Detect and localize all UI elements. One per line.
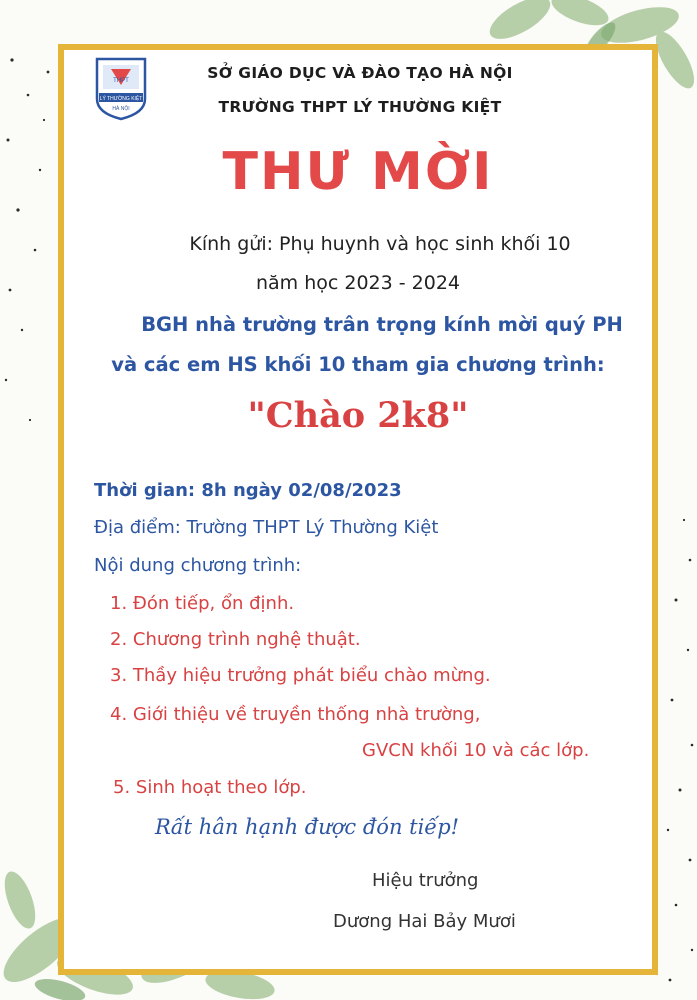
svg-text:THPT: THPT xyxy=(113,78,129,84)
program-item-continuation: GVCN khối 10 và các lớp. xyxy=(362,740,590,761)
program-item: 5. Sinh hoạt theo lớp. xyxy=(113,777,307,798)
signature-name: Dương Hai Bảy Mươi xyxy=(333,911,516,932)
event-place: Địa điểm: Trường THPT Lý Thường Kiệt xyxy=(94,517,439,538)
department-name: SỞ GIÁO DỤC VÀ ĐÀO TẠO HÀ NỘI xyxy=(207,64,513,82)
svg-text:HÀ NỘI: HÀ NỘI xyxy=(112,106,130,112)
event-name: "Chào 2k8" xyxy=(247,395,469,436)
event-time: Thời gian: 8h ngày 02/08/2023 xyxy=(94,480,402,501)
program-item: 2. Chương trình nghệ thuật. xyxy=(110,629,361,650)
program-item: 3. Thầy hiệu trưởng phát biểu chào mừng. xyxy=(110,665,491,686)
school-name: TRƯỜNG THPT LÝ THƯỜNG KIỆT xyxy=(218,98,502,116)
school-logo xyxy=(93,55,149,121)
program-item: 4. Giới thiệu về truyền thống nhà trường, xyxy=(110,704,481,725)
svg-text:LÝ THƯỜNG KIỆT: LÝ THƯỜNG KIỆT xyxy=(99,96,143,102)
greeting-line-1: Kính gửi: Phụ huynh và học sinh khối 10 xyxy=(189,233,571,255)
closing-message: Rất hân hạnh được đón tiếp! xyxy=(155,815,460,839)
program-label: Nội dung chương trình: xyxy=(94,555,302,576)
signature-role: Hiệu trưởng xyxy=(372,870,479,891)
program-item: 1. Đón tiếp, ổn định. xyxy=(110,593,295,614)
invitation-title: THƯ MỜI xyxy=(222,142,494,202)
greeting-line-2: năm học 2023 - 2024 xyxy=(255,272,461,294)
invitation-line-1: BGH nhà trường trân trọng kính mời quý PH xyxy=(141,313,623,336)
invitation-line-2: và các em HS khối 10 tham gia chương trình: xyxy=(111,353,605,376)
